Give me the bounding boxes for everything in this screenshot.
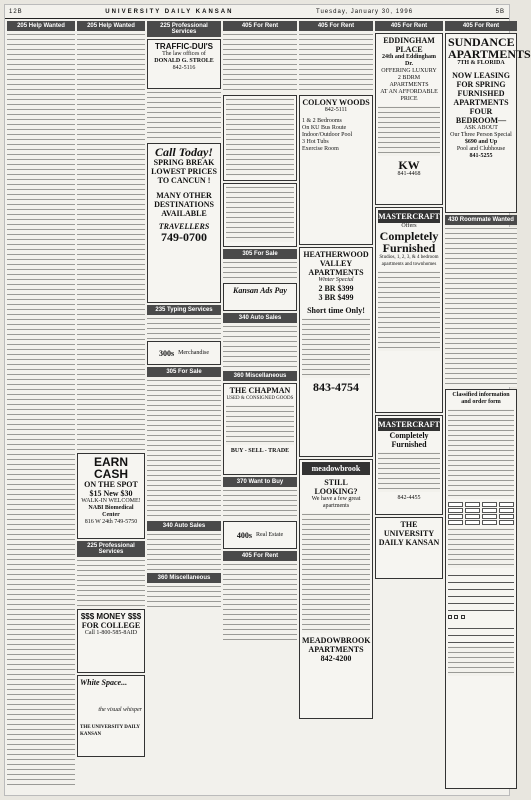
call-today-ad: Call Today! SPRING BREAK LOWEST PRICES TO CANCUN ! MANY OTHER DESTINATIONS AVAILABLE TRAVELLERS 749-0700 xyxy=(147,143,221,303)
column-2 xyxy=(77,21,145,793)
masthead xyxy=(5,5,509,19)
classified-text-block xyxy=(147,585,221,611)
section-professional-services: 225 Professional Services xyxy=(77,541,145,557)
classified-text-block xyxy=(77,559,145,607)
classified-text-block xyxy=(445,227,517,387)
kansan-logo-box: THE UNIVERSITY DAILY KANSAN xyxy=(375,517,443,579)
section-for-rent-4: 405 For Rent xyxy=(375,21,443,31)
form-cell[interactable] xyxy=(465,520,480,525)
form-line[interactable] xyxy=(448,585,514,590)
mastercraft-ad: MASTERCRAFT Offers Completely Furnished Studios, 1, 2, 3, & 4 bedroom apartments and townhomes xyxy=(375,207,443,413)
form-cell[interactable] xyxy=(499,508,514,513)
section-want-to-buy: 370 Want to Buy xyxy=(223,477,297,487)
classified-text-block xyxy=(223,33,297,93)
form-cell[interactable] xyxy=(482,514,497,519)
money-for-college-ad: $$$ MONEY $$$ FOR COLLEGE Call 1-800-585-8AID xyxy=(77,609,145,673)
classified-text-block xyxy=(223,563,297,643)
classified-text-block xyxy=(223,325,297,369)
classified-text-block xyxy=(7,33,75,785)
section-for-rent-3: 405 For Rent xyxy=(299,21,373,31)
section-auto-sales: 340 Auto Sales xyxy=(147,521,221,531)
column-1 xyxy=(7,21,75,793)
section-professional-services-2: 225 Professional Services xyxy=(147,21,221,37)
form-cell[interactable] xyxy=(482,502,497,507)
issue-date: Tuesday, January 30, 1996 xyxy=(316,8,414,15)
earn-cash-ad: EARN CASH ON THE SPOT $15 New $30 WALK-IN WELCOME! NABI Biomedical Center 816 W 24th 749-5750 xyxy=(77,453,145,539)
section-miscellaneous-2: 360 Miscellaneous xyxy=(223,371,297,381)
form-cell[interactable] xyxy=(448,514,463,519)
chapman-ad: THE CHAPMAN USED & CONSIGNED GOODS BUY - SELL - TRADE xyxy=(223,383,297,475)
form-cell[interactable] xyxy=(448,508,463,513)
classified-text-block xyxy=(147,91,221,141)
colony-woods-ad: COLONY WOODS 842-5111 1 & 2 Bedrooms On KU Bus Route Indoor/Outdoor Pool 3 Hot Tubs Exercise Room xyxy=(299,95,373,245)
section-help-wanted-2: 205 Help Wanted xyxy=(77,21,145,31)
section-miscellaneous: 360 Miscellaneous xyxy=(147,573,221,583)
section-for-rent: 405 For Rent xyxy=(223,21,297,31)
form-cell[interactable] xyxy=(465,508,480,513)
classified-text-block xyxy=(223,261,297,281)
classified-text-block xyxy=(147,533,221,571)
form-line[interactable] xyxy=(448,571,514,576)
leanna-mar-ad xyxy=(223,95,297,181)
checkbox[interactable] xyxy=(448,615,452,619)
form-cell[interactable] xyxy=(482,520,497,525)
form-cell[interactable] xyxy=(448,520,463,525)
form-line[interactable] xyxy=(448,624,514,629)
form-line[interactable] xyxy=(448,638,514,643)
newspaper-page xyxy=(4,4,531,796)
form-cell[interactable] xyxy=(499,502,514,507)
lorimar-ad xyxy=(223,183,297,247)
section-help-wanted: 205 Help Wanted xyxy=(7,21,75,31)
form-line[interactable] xyxy=(448,578,514,583)
form-cell[interactable] xyxy=(448,502,463,507)
heatherwood-ad: HEATHERWOOD VALLEY APARTMENTS Winter Special 2 BR $399 3 BR $499 Short time Only! 843-4754 xyxy=(299,247,373,457)
classified-text-block xyxy=(299,33,373,93)
form-line[interactable] xyxy=(448,599,514,604)
meadowbrook-ad: meadowbrook STILL LOOKING? We have a few great apartments MEADOWBROOK APARTMENTS 842-4200 xyxy=(299,459,373,719)
column-6 xyxy=(375,21,443,793)
real-estate-ad: 400s Real Estate xyxy=(223,521,297,549)
form-cell[interactable] xyxy=(499,514,514,519)
section-for-sale: 305 For Sale xyxy=(147,367,221,377)
checkbox[interactable] xyxy=(454,615,458,619)
eddingham-place-ad: EDDINGHAM PLACE 24th and Eddingham Dr. OFFERING LUXURY 2 BDRM APARTMENTS AT AN AFFORDABLE PRICE KW 841-4468 xyxy=(375,33,443,205)
section-for-rent-2: 405 For Rent xyxy=(223,551,297,561)
form-line[interactable] xyxy=(448,631,514,636)
form-cell[interactable] xyxy=(499,520,514,525)
classified-text-block xyxy=(147,317,221,339)
mastercraft-ad-2: MASTERCRAFT Completely Furnished 842-4455 xyxy=(375,415,443,515)
column-4 xyxy=(223,21,297,793)
page-number-right: 5B xyxy=(495,8,505,15)
form-cell[interactable] xyxy=(482,508,497,513)
traffic-dui-ad: TRAFFIC-DUI'S The law offices of DONALD G. STROLE 842-5116 xyxy=(147,39,221,89)
column-3 xyxy=(147,21,221,793)
column-7 xyxy=(445,21,531,793)
form-cell[interactable] xyxy=(465,502,480,507)
section-roommate-wanted: 430 Roommate Wanted xyxy=(445,215,517,225)
section-auto-sales-2: 340 Auto Sales xyxy=(223,313,297,323)
form-cell[interactable] xyxy=(465,514,480,519)
classified-text-block xyxy=(147,379,221,519)
white-space-ad: White Space... the visual whisper THE UNIVERSITY DAILY KANSAN xyxy=(77,675,145,757)
section-for-sale-2: 305 For Sale xyxy=(223,249,297,259)
classified-order-form: Classified information and order form xyxy=(445,389,517,789)
column-5 xyxy=(299,21,373,793)
sundance-apartments-ad: SUNDANCE APARTMENTS 7TH & FLORIDA NOW LEASING FOR SPRING FURNISHED APARTMENTS FOUR BEDROOM— ASK ABOUT Our Three Person Special $690 and Up Pool and Clubhouse 841-5255 xyxy=(445,33,517,213)
section-for-rent-5: 405 For Rent xyxy=(445,21,517,31)
page-number-left: 12B xyxy=(9,8,23,15)
checkbox[interactable] xyxy=(461,615,465,619)
kansan-ads-pay-ad: Kansan Ads Pay xyxy=(223,283,297,311)
paper-name: UNIVERSITY DAILY KANSAN xyxy=(105,8,234,15)
form-line[interactable] xyxy=(448,592,514,597)
classified-text-block xyxy=(223,489,297,519)
form-line[interactable] xyxy=(448,606,514,611)
section-typing-services: 235 Typing Services xyxy=(147,305,221,315)
merchandise-ad: 300s Merchandise xyxy=(147,341,221,365)
classified-text-block xyxy=(77,33,145,451)
